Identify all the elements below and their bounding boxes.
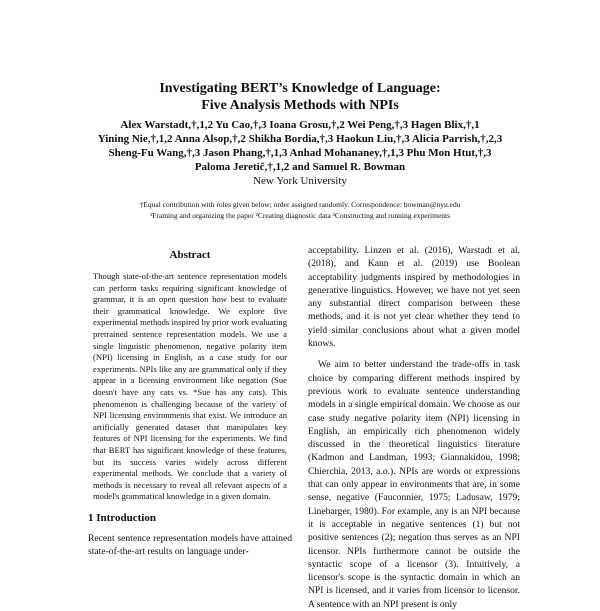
title-line-1: Investigating BERT’s Knowledge of Language: bbox=[159, 81, 441, 96]
body-paragraph-1: acceptability. Linzen et al. (2016), Warstadt et al. (2018), and Kann et al. (2019) use Boolean acceptability judgments inspired by methodologies in generative linguistics. However, we have not yet seen any substantial direct comparison between these methods, and it is not yet clear whether they tend to yield similar conclusions about what a given model knows. bbox=[308, 245, 520, 350]
title-line-2: Five Analysis Methods with NPIs bbox=[201, 98, 399, 113]
contribution-note-1: †Equal contribution with roles given below; order assigned randomly. Correspondence: bowman@nyu.edu bbox=[139, 200, 461, 209]
abstract-heading: Abstract bbox=[169, 249, 211, 261]
introduction-text: Recent sentence representation models have attained state-of-the-art results on language under- bbox=[88, 532, 292, 558]
author-line-1: Alex Warstadt,†,1,2 Yu Cao,†,3 Ioana Grosu,†,2 Wei Peng,†,3 Hagen Blix,†,1 bbox=[120, 119, 480, 131]
author-block bbox=[0, 118, 600, 188]
introduction-heading: 1 Introduction bbox=[88, 511, 156, 524]
author-line-4: Paloma Jeretič,†,1,2 and Samuel R. Bowman bbox=[194, 161, 406, 173]
contribution-note-2: ¹Framing and organizing the paper ²Creating diagnostic data ³Constructing and running experiments bbox=[149, 211, 451, 220]
author-line-3: Sheng-Fu Wang,†,3 Jason Phang,†,1,3 Anhad Mohananey,†,1,3 Phu Mon Htut,†,3 bbox=[108, 147, 492, 159]
left-column bbox=[88, 248, 292, 558]
paper-title bbox=[0, 80, 600, 114]
abstract-text: Though state-of-the-art sentence representation models can perform tasks requiring significant knowledge of grammar, it is an open question how best to evaluate their grammatical knowledge. We explore five experimental methods inspired by prior work evaluating pretrained sentence representation models. We use a single linguistic phenomenon, negative polarity item (NPI) licensing in English, as a case study for our experiments. NPIs like any are grammatical only if they appear in a licensing environment like negation (Sue doesn't have any cats vs. *Sue has any cats). This phenomenon is challenging because of the variety of NPI licensing environments that exist. We introduce an artificially generated dataset that manipulates key features of NPI licensing for the experiments. We find that BERT has significant knowledge of these features, but its success varies widely across different experimental methods. We conclude that a variety of methods is necessary to reveal all relevant aspects of a model's grammatical knowledge in a given domain. bbox=[93, 271, 287, 502]
right-column bbox=[308, 244, 520, 611]
body-paragraph-2: We aim to better understand the trade-offs in task choice by comparing different methods inspired by previous work to evaluate sentence understanding models in a single empirical domain. We choose as our case study negative polarity item (NPI) licensing in English, an empirically rich phenomenon widely discussed in the theoretical linguistics literature (Kadmon and Landman, 1993; Giannakidou, 1998; Chierchia, 2013, a.o.). NPIs are words or expressions that can only appear in environments that are, in some sense, negative (Fauconnier, 1975; Ladusaw, 1979; Linebarger, 1980). For example, any is an NPI because it is acceptable in negative sentences (1) but not positive sentences (2); negation thus serves as an NPI licensor. NPIs furthermore cannot be outside the syntactic scope of a licensor (3). Intuitively, a licensor's scope is the syntactic domain in which an NPI is licensed, and it varies from licensor to licensor. A sentence with an NPI present is only bbox=[308, 359, 520, 610]
author-line-2: Yining Nie,†,1,2 Anna Alsop,†,2 Shikha Bordia,†,3 Haokun Liu,†,3 Alicia Parrish,†,2,3 bbox=[97, 133, 503, 145]
contribution-notes bbox=[0, 199, 600, 221]
affiliation: New York University bbox=[253, 175, 347, 187]
